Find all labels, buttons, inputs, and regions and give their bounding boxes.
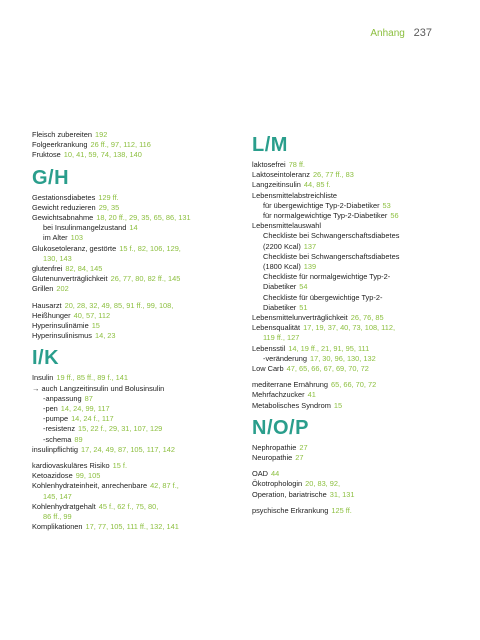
index-page-refs: 119 ff., 127 [263,333,300,343]
index-entry [252,333,467,343]
index-term: Fleisch zubereiten [32,130,92,139]
index-entry [32,321,247,331]
index-entry [32,223,247,233]
index-entry [252,344,467,354]
index-entry [252,401,467,411]
index-term: Diabetiker [263,302,297,312]
index-entry [32,264,247,274]
index-entry [32,492,247,502]
index-page-refs: 44, 85 f. [303,180,331,190]
index-page-refs: 27 [299,442,308,452]
index-term: Mehrfachzucker [252,390,305,400]
index-entry [252,313,467,323]
index-entry [32,481,247,491]
index-page-refs: 86 ff., 99 [43,512,72,522]
index-term: Heißhunger [32,310,71,320]
index-page-refs: 53 [382,200,391,210]
index-term: -pumpe [43,414,69,424]
index-entry [252,242,467,252]
index-term: Lebensmittelauswahl [252,221,322,231]
index-entry [32,193,247,203]
index-entry [252,354,467,364]
index-term: bei Insulinmangelzustand [43,223,127,233]
index-term: Komplikationen [32,522,83,532]
index-entry [32,244,247,254]
index-page-refs: 56 [390,211,399,221]
index-term: glutenfrei [32,264,63,274]
index-page-refs: 103 [70,233,83,243]
index-entry [252,272,467,282]
index-entry [32,203,247,213]
index-entry [252,293,467,303]
index-page-refs: 27 [295,453,304,463]
index-entry [32,150,247,160]
index-page-refs: 15, 22 f., 29, 31, 107, 129 [78,424,163,434]
index-term: Kohlenhydratgehalt [32,501,96,511]
index-term: Lebensqualität [252,323,301,333]
index-term: Gewichtsabnahme [32,213,94,223]
index-page-refs: 129 ff. [98,192,119,202]
index-entry [32,331,247,341]
index-term: Langzeitinsulin [252,180,301,190]
index-term: Lebensstil [252,343,286,353]
index-term: für normalgewichtige Typ-2-Diabetiker [263,211,388,221]
index-entry [252,364,467,374]
index-page-refs: 41 [307,390,316,400]
index-entry [32,140,247,150]
index-page-refs: 45 f., 62 f., 75, 80, [98,501,159,511]
index-entry [252,323,467,333]
index-page-refs: 26, 77 ff., 83 [312,170,354,180]
index-term: kardiovaskuläres Risiko [32,461,110,471]
index-term: Checkliste für normalgewichtige Typ-2- [263,272,391,282]
index-page-refs: 51 [299,302,308,312]
index-page-refs: 139 [303,262,317,272]
index-entry [252,191,467,201]
index-entry [252,453,467,463]
index-page-refs: 44 [271,469,280,479]
index-term: -pen [43,404,58,414]
index-term: -schema [43,434,72,444]
index-term: Folgeerkrankung [32,140,88,150]
index-page-refs: 65, 66, 70, 72 [331,380,377,390]
index-page-refs: 14 [129,223,138,233]
index-entry [252,262,467,272]
index-term: -anpassung [43,393,82,403]
index-page-refs: 78 ff. [288,160,305,169]
index-entry [252,443,467,453]
index-entry [32,502,247,512]
index-page-refs: 18, 20 ff., 29, 35, 65, 86, 131 [96,213,191,223]
index-entry [252,160,467,170]
index-term: Low Carb [252,364,284,374]
index-term: mediterrane Ernährung [252,380,329,390]
index-entry [32,301,247,311]
index-page-refs: 192 [94,130,108,139]
index-page-refs: 10, 41, 59, 74, 138, 140 [63,150,142,160]
index-entry [32,522,247,532]
index-entry [32,461,247,471]
index-entry [252,390,467,400]
index-entry [32,311,247,321]
index-term: Neuropathie [252,453,293,463]
index-page-refs: 19 ff., 85 ff., 89 f., 141 [56,373,129,383]
index-entry [252,282,467,292]
index-page-refs: 89 [74,434,83,444]
index-letter-heading: G/H [32,166,70,189]
index-page-refs: 29, 35 [98,202,120,212]
index-entry [32,394,247,404]
index-letter-heading: N/O/P [252,416,309,439]
index-term: Glutenunverträglichkeit [32,274,108,284]
index-entry [32,213,247,223]
index-entry [252,469,467,479]
index-page-refs: 17, 77, 105, 111 ff., 132, 141 [85,522,179,532]
index-term: Lebensmittelunverträglichkeit [252,313,348,323]
index-entry [32,384,247,394]
index-entry [252,506,467,516]
index-page-refs: 137 [303,241,317,251]
index-term: insulinpflichtig [32,444,79,454]
index-page-refs: 87 [84,393,93,403]
index-entry [252,380,467,390]
index-term: laktosefrei [252,160,286,169]
index-entry [32,404,247,414]
index-term: Operation, bariatrische [252,489,327,499]
index-page-refs: 14, 19 ff., 21, 91, 95, 111 [288,343,370,353]
index-page-refs: 15 f. [112,461,128,471]
index-page-refs: 40, 57, 112 [73,310,111,320]
index-entry [252,221,467,231]
index-page-refs: 14, 23 [94,331,116,341]
index-page-refs: 82, 84, 145 [65,264,103,274]
index-term: Hausarzt [32,300,62,310]
index-page-refs: 99, 105 [75,471,101,481]
index-page-refs: 17, 24, 49, 87, 105, 117, 142 [81,444,175,454]
section-label: Anhang [370,28,405,39]
index-term: Nephropathie [252,442,297,452]
index-entry [252,170,467,180]
index-term: Insulin [32,373,54,383]
index-term: Fruktose [32,150,61,160]
index-entry [252,211,467,221]
index-entry [252,231,467,241]
index-column-left [32,130,247,533]
index-entry [32,284,247,294]
index-term: im Alter [43,233,68,243]
index-term: für übergewichtige Typ-2-Diabetiker [263,200,380,210]
index-entry [252,180,467,190]
index-page-refs: 15 f., 82, 106, 129, [119,243,181,253]
index-page-refs: 202 [56,284,69,294]
index-entry [32,414,247,424]
index-entry [32,424,247,434]
index-entry [252,201,467,211]
index-entry [32,130,247,140]
index-page-refs: 47, 65, 66, 67, 69, 70, 72 [286,364,369,374]
index-page-refs: 20, 28, 32, 49, 85, 91 ff., 99, 108, [64,300,174,310]
index-page-refs: 17, 30, 96, 130, 132 [309,353,376,363]
index-term: Lebensmittelabstreichliste [252,190,338,200]
index-term: (1800 Kcal) [263,262,301,272]
index-term: OAD [252,469,269,479]
index-term: Hyperinsulinismus [32,331,92,341]
index-term: Hyperinsulinämie [32,321,89,331]
index-term: Checkliste für übergewichtige Typ-2- [263,292,383,302]
index-letter-heading: I/K [32,347,60,370]
index-entry [32,274,247,284]
index-term: Diabetiker [263,282,297,292]
index-term: Grillen [32,284,54,294]
index-term: Ketoazidose [32,471,73,481]
index-term: (2200 Kcal) [263,241,301,251]
index-page-refs: 17, 19, 37, 40, 73, 108, 112, [303,323,396,333]
index-page-refs: 54 [299,282,308,292]
index-entry [252,490,467,500]
index-page-refs: 130, 143 [43,253,72,263]
index-term: Glukosetoleranz, gestörte [32,243,117,253]
index-page-refs: 20, 83, 92, [305,479,341,489]
index-term: Kohlenhydrateinheit, anrechenbare [32,481,148,491]
index-term: Checkliste bei Schwangerschaftsdiabetes [263,251,400,261]
index-page-refs: 15 [333,400,343,410]
index-entry [32,233,247,243]
index-term: Gewicht reduzieren [32,202,96,212]
running-header [370,27,432,39]
index-page-refs: 26, 76, 85 [350,313,384,323]
index-entry [32,512,247,522]
index-term: → auch Langzeitinsulin und Bolusinsulin [32,383,165,393]
index-page-refs: 14, 24 f., 117 [71,414,114,424]
index-entry [32,254,247,264]
index-letter-heading: L/M [252,134,288,156]
index-term: psychische Erkrankung [252,505,329,515]
index-page-refs: 26 ff., 97, 112, 116 [90,140,151,150]
index-entry [32,445,247,455]
index-page-refs: 26, 77, 80, 82 ff., 145 [110,274,181,284]
index-column-right [252,128,467,516]
index-page-refs: 15 [91,321,100,331]
index-entry [252,252,467,262]
index-entry [32,435,247,445]
index-term: Checkliste bei Schwangerschaftsdiabetes [263,231,400,241]
page-number: 237 [413,27,432,39]
index-term: Gestationsdiabetes [32,192,96,202]
index-term: -resistenz [43,424,76,434]
index-term: Ökotrophologin [252,479,303,489]
index-term: -veränderung [263,353,307,363]
index-page-refs: 125 ff. [331,505,352,515]
index-entry [252,479,467,489]
index-page-refs: 145, 147 [43,491,72,501]
index-entry [32,373,247,383]
index-page-refs: 14, 24, 99, 117 [60,404,110,414]
index-entry [252,303,467,313]
index-page-refs: 42, 87 f., [150,481,179,491]
index-page-refs: 31, 131 [329,489,355,499]
index-entry [32,471,247,481]
index-term: Metabolisches Syndrom [252,400,331,410]
index-term: Laktoseintoleranz [252,170,310,180]
